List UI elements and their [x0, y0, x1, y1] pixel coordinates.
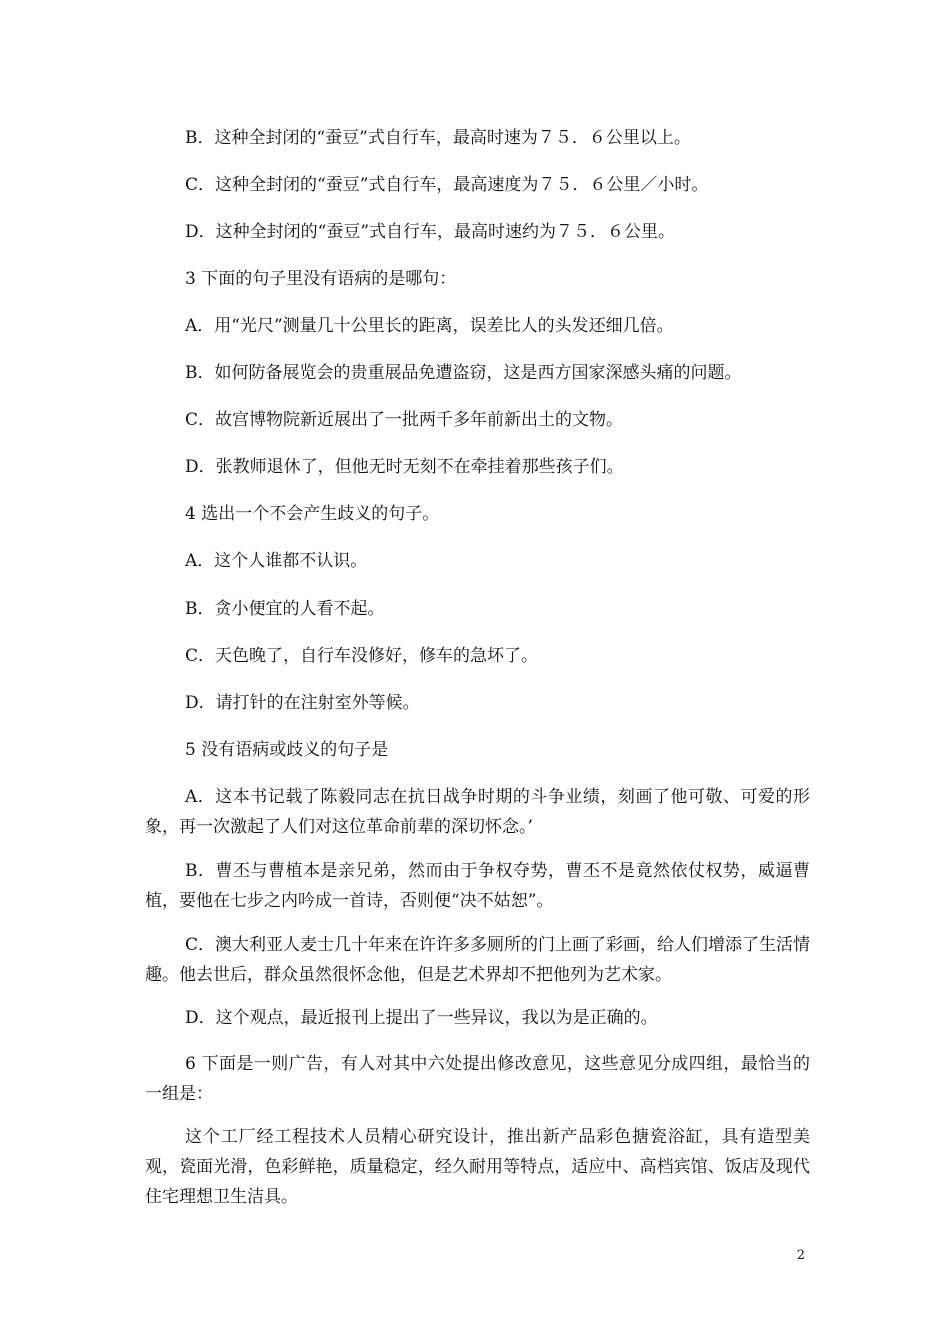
- question-4-option-b: B．贪小便宜的人看不起。: [185, 599, 385, 619]
- question-4-option-a: A．这个人谁都不认识。: [185, 551, 368, 571]
- question-4-option-c: C．天色晚了，自行车没修好，修车的急坏了。: [185, 646, 539, 666]
- question-3-option-c: C．故宫博物院新近展出了一批两千多年前新出土的文物。: [185, 410, 624, 430]
- question-5-option-c: C．澳大利亚人麦士几十年来在许许多多厕所的门上画了彩画，给人们增添了生活情趣。他去世后，群众虽然很怀念他，但是艺术界却不把他列为艺术家。: [145, 935, 811, 985]
- option-3c-line: C．这种全封闭的“蚕豆”式自行车，最高速度为７５．６公里／小时。: [185, 175, 709, 195]
- question-3-prompt: 3 下面的句子里没有语病的是哪句：: [185, 269, 457, 289]
- question-4-prompt: 4 选出一个不会产生歧义的句子。: [185, 504, 440, 524]
- question-3-option-a: A．用“光尺”测量几十公里长的距离，误差比人的头发还细几倍。: [185, 316, 674, 336]
- option-3d-line: D．这种全封闭的“蚕豆”式自行车，最高时速约为７５．６公里。: [185, 222, 676, 242]
- question-5-option-a: A．这本书记载了陈毅同志在抗日战争时期的斗争业绩，刻画了他可敬、可爱的形象，再一次激起了人们对这位革命前辈的深切怀念。’: [145, 787, 810, 837]
- advertisement-text: 这个工厂经工程技术人员精心研究设计，推出新产品彩色搪瓷浴缸，具有造型美观，瓷面光滑，色彩鲜艳，质量稳定，经久耐用等特点，适应中、高档宾馆、饭店及现代住宅理想卫生洁具。: [145, 1127, 810, 1207]
- question-5-prompt: 5 没有语病或歧义的句子是: [185, 740, 389, 760]
- question-5-option-d: D．这个观点，最近报刊上提出了一些异议，我以为是正确的。: [185, 1008, 658, 1028]
- question-3-option-b: B．如何防备展览会的贵重展品免遭盗窃，这是西方国家深感头痛的问题。: [185, 363, 742, 383]
- question-4-option-d: D．请打针的在注射室外等候。: [185, 693, 420, 713]
- question-6-prompt: 6 下面是一则广告，有人对其中六处提出修改意见，这些意见分成四组，最恰当的一组是：: [145, 1054, 810, 1104]
- question-3-option-d: D．张教师退休了，但他无时无刻不在牵挂着那些孩子们。: [185, 457, 624, 477]
- page-number: 2: [796, 1248, 805, 1263]
- question-5-option-b: B．曹丕与曹植本是亲兄弟，然而由于争权夺势，曹丕不是竟然依仗权势，威逼曹植，要他在七步之内吟成一首诗，否则便“决不姑恕”。: [145, 861, 810, 911]
- option-3b-line: B．这种全封闭的“蚕豆”式自行车，最高时速为７５．６公里以上。: [185, 128, 691, 148]
